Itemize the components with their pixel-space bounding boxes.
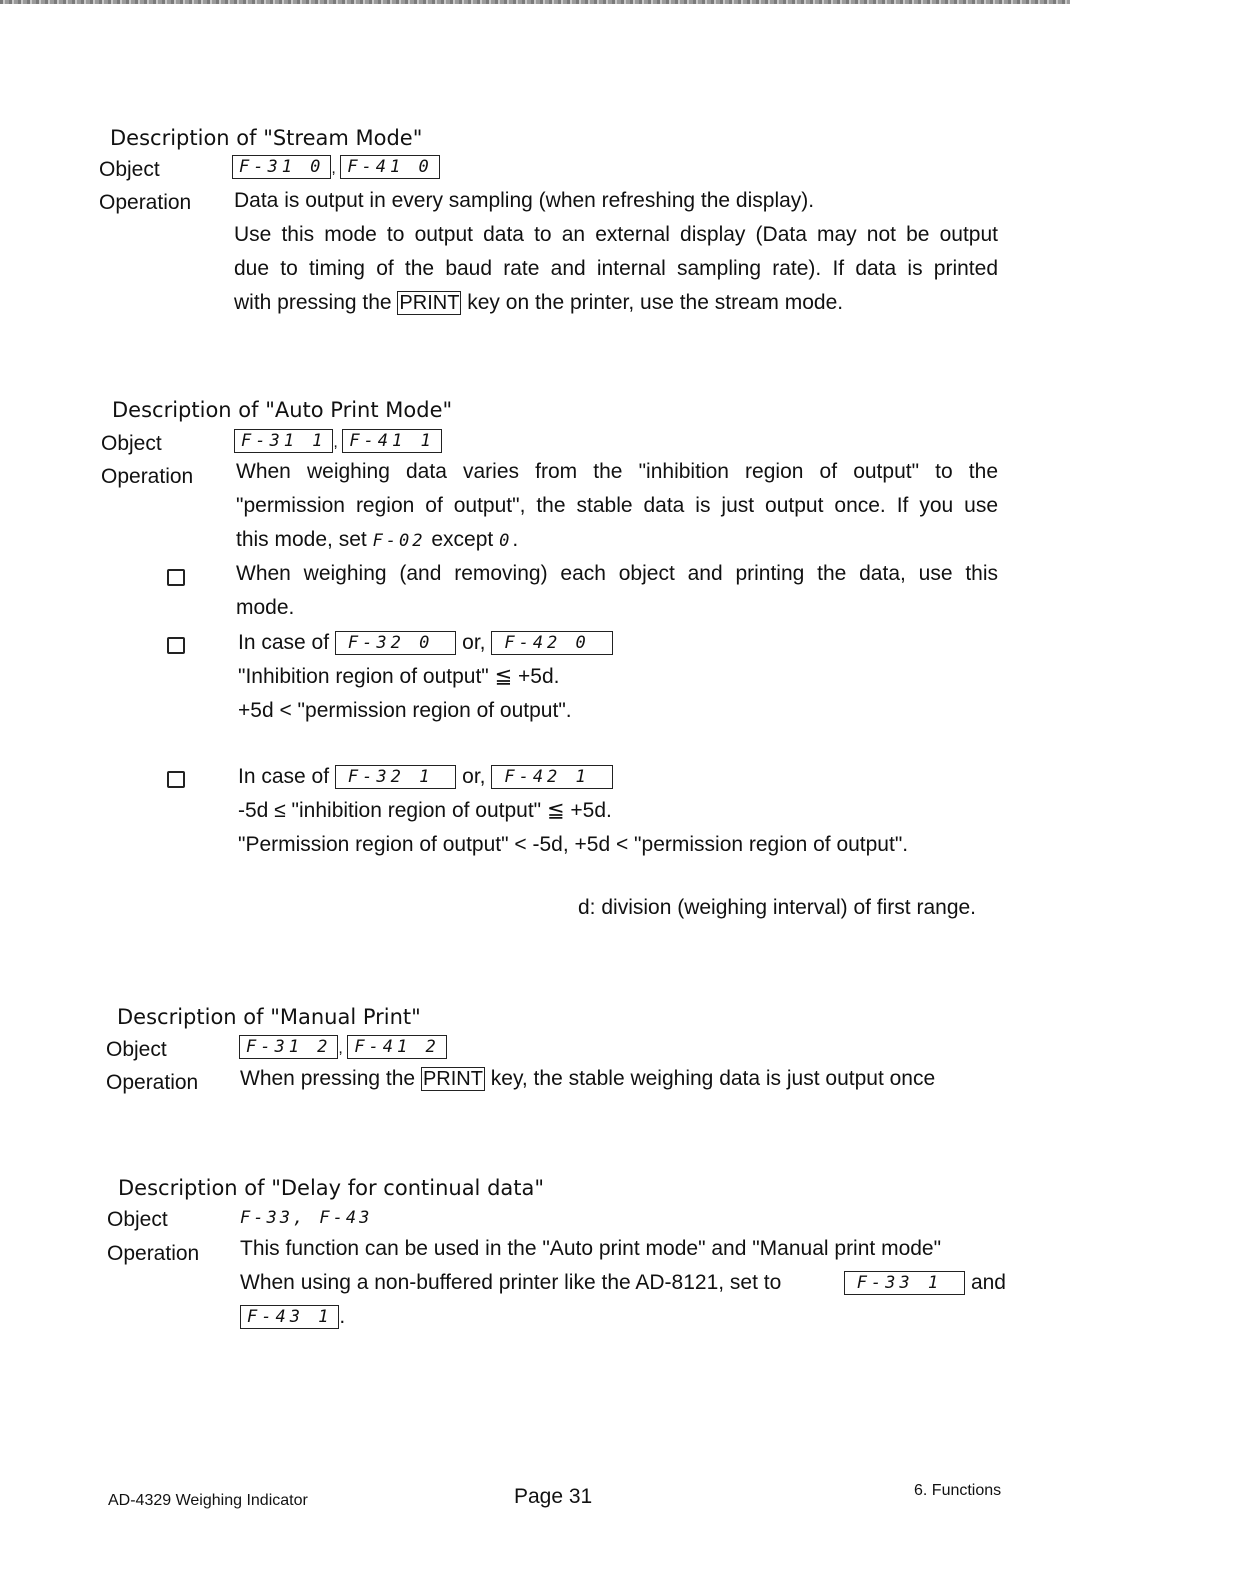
code-box: F-32 1: [335, 765, 456, 789]
code-box: F-41 2: [347, 1035, 446, 1059]
auto-object-codes: F-31 1 , F-41 1: [234, 429, 442, 453]
checkbox-icon: [167, 637, 185, 659]
manual-print-heading: Description of "Manual Print": [117, 1005, 421, 1029]
auto-operation-text: [236, 455, 998, 558]
stream-operation-label: Operation: [99, 191, 192, 214]
manual-operation-label: Operation: [106, 1071, 199, 1094]
text-line: with pressing the PRINT key on the printer, use the stream mode.: [234, 291, 844, 314]
print-key: PRINT: [422, 1068, 483, 1090]
auto-operation-label: Operation: [101, 465, 194, 488]
text-line: When weighing (and removing) each object and printing the data, use this: [236, 562, 998, 585]
code-box: F-31 0: [232, 155, 331, 179]
code-box: F-41 0: [340, 155, 439, 179]
print-key: PRINT: [399, 292, 460, 314]
text-line: "Permission region of output" < -5d, +5d < "permission region of output".: [238, 833, 909, 856]
manual-object-label: Object: [106, 1038, 167, 1061]
stream-operation-text: [234, 184, 998, 320]
auto-object-label: Object: [101, 432, 162, 455]
delay-operation-label: Operation: [107, 1242, 200, 1265]
delay-object-label-text: Object: [107, 1208, 168, 1231]
manual-operation-text: When pressing the PRINT key, the stable weighing data is just output once: [240, 1067, 936, 1090]
footer-page-number: Page 31: [514, 1485, 593, 1508]
checkbox-icon: [167, 569, 185, 591]
code-box: F-31 1: [234, 429, 333, 453]
footer-section: 6. Functions: [914, 1482, 1002, 1499]
text-line: When using a non-buffered printer like the AD-8121, set to F-33 1 and: [240, 1271, 1006, 1294]
footer-product-name: AD-4329 Weighing Indicator: [108, 1492, 308, 1509]
text-line: F-43 1 .: [240, 1300, 1006, 1334]
code-box: F-31 2: [239, 1035, 338, 1059]
code-box: F-41 1: [342, 429, 441, 453]
auto-bullet-1: [236, 557, 998, 625]
text-line: In case of F-32 0 or, F-42 0: [238, 626, 998, 660]
text-line: When weighing data varies from the "inhibition region of output" to the: [236, 460, 998, 483]
delay-operation-text: [240, 1232, 1006, 1334]
division-note: d: division (weighing interval) of first range.: [578, 896, 977, 919]
auto-bullet-2: [238, 626, 998, 728]
text-line: -5d ≤ "inhibition region of output" ≦ +5d.: [238, 799, 612, 822]
function-code: 0: [499, 531, 513, 551]
text-line: "permission region of output", the stable data is just output once. If you use: [236, 494, 998, 517]
checkbox-icon: [167, 771, 185, 793]
text-line: +5d < "permission region of output".: [238, 699, 572, 722]
code-box: F-32 0: [335, 631, 456, 655]
text-line: due to timing of the baud rate and internal sampling rate). If data is printed: [234, 257, 998, 280]
text-line: mode.: [236, 596, 295, 619]
function-code: F-02: [372, 531, 426, 551]
text-line: "Inhibition region of output" ≦ +5d.: [238, 665, 560, 688]
stream-object-codes: F-31 0 , F-41 0: [232, 155, 440, 179]
text-line: Data is output in every sampling (when refreshing the display).: [234, 189, 815, 212]
text-line: this mode, set F-02 except 0.: [236, 528, 519, 551]
text-line: In case of F-32 1 or, F-42 1: [238, 760, 998, 794]
manual-object-codes: F-31 2 , F-41 2: [239, 1035, 447, 1059]
text-line: Use this mode to output data to an external display (Data may not be output: [234, 223, 998, 246]
stream-object-label: Object: [99, 158, 160, 181]
auto-bullet-3: [238, 760, 998, 862]
auto-print-heading: Description of "Auto Print Mode": [112, 398, 453, 422]
stream-mode-heading: Description of "Stream Mode": [110, 126, 423, 150]
code-box: F-42 0: [491, 631, 612, 655]
code-box: F-42 1: [491, 765, 612, 789]
text-line: This function can be used in the "Auto print mode" and "Manual print mode": [240, 1237, 942, 1260]
code-box: F-43 1: [240, 1305, 339, 1329]
delay-heading: Description of "Delay for continual data": [118, 1176, 545, 1200]
scan-top-edge: [0, 0, 1070, 4]
delay-object-codes: F-33, F-43: [240, 1208, 373, 1228]
code-box: F-33 1: [844, 1271, 965, 1295]
